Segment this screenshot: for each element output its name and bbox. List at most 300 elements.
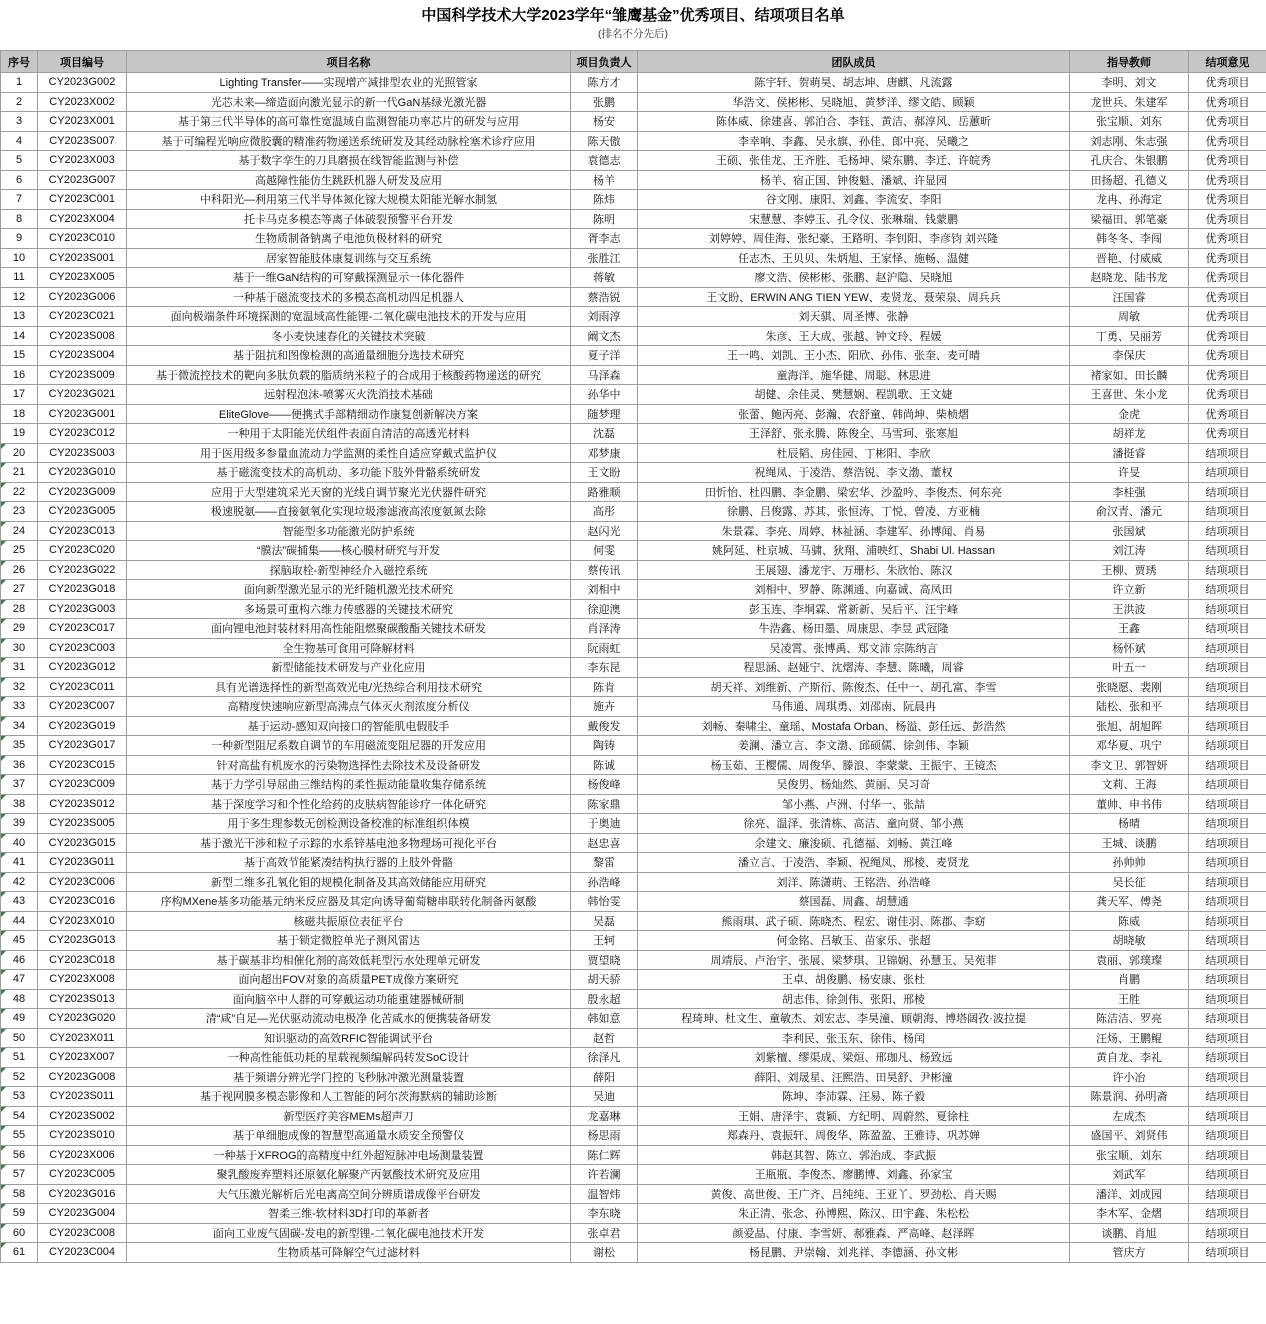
cell-index: 6: [1, 170, 38, 190]
cell-status: 结项项目: [1189, 1145, 1266, 1165]
cell-members: 胡健、余佳灵、樊慧娴、程凯歌、王文婕: [638, 385, 1070, 405]
cell-project-name: 应用于大型建筑采光天窗的光线自调节聚光光伏器件研究: [127, 482, 571, 502]
cell-leader: 路雅顺: [571, 482, 638, 502]
cell-advisors: 王柳、贾琇: [1070, 560, 1189, 580]
cell-project-id: CY2023C004: [38, 1243, 127, 1263]
cell-project-id: CY2023G015: [38, 833, 127, 853]
cell-advisors: 许立新: [1070, 580, 1189, 600]
cell-leader: 黎雷: [571, 853, 638, 873]
cell-advisors: 陈景润、孙明斋: [1070, 1087, 1189, 1107]
cell-status: 结项项目: [1189, 716, 1266, 736]
cell-members: 陈体威、徐建喜、郭泊合、李钰、黄洁、郝淳风、岳蕙昕: [638, 112, 1070, 132]
column-header-project-id: 项目编号: [38, 51, 127, 73]
cell-status: 结项项目: [1189, 619, 1266, 639]
cell-status: 结项项目: [1189, 1106, 1266, 1126]
cell-index: 29: [1, 619, 38, 639]
cell-project-name: 基于运动-感知双向接口的智能肌电假肢手: [127, 716, 571, 736]
cell-status: 结项项目: [1189, 677, 1266, 697]
cell-project-id: CY2023G004: [38, 1204, 127, 1224]
cell-advisors: 龚天军、傅尧: [1070, 892, 1189, 912]
cell-leader: 龙嘉琳: [571, 1106, 638, 1126]
cell-project-id: CY2023G019: [38, 716, 127, 736]
cell-project-name: 居家智能肢体康复训练与交互系统: [127, 248, 571, 268]
table-row: [1, 872, 1266, 892]
cell-project-name: 基于单细胞成像的智慧型高通量水质安全预警仪: [127, 1126, 571, 1146]
cell-leader: 戴俊发: [571, 716, 638, 736]
cell-advisors: 刘武军: [1070, 1165, 1189, 1185]
cell-status: 结项项目: [1189, 658, 1266, 678]
cell-index: 56: [1, 1145, 38, 1165]
cell-project-name: 基于一维GaN结构的可穿戴探测显示一体化器件: [127, 268, 571, 288]
cell-members: 杨昆鹏、尹崇翰、刘兆祥、李德涵、孙文彬: [638, 1243, 1070, 1263]
table-row: [1, 307, 1266, 327]
cell-leader: 陶铸: [571, 736, 638, 756]
cell-project-id: CY2023G011: [38, 853, 127, 873]
cell-leader: 许若澜: [571, 1165, 638, 1185]
cell-members: 程琦珅、杜文生、童敏杰、刘宏志、李昊潼、顾朝海、博塔阔孜·波拉提: [638, 1009, 1070, 1029]
cell-project-name: 智柔三维-软材料3D打印的革新者: [127, 1204, 571, 1224]
cell-advisors: 张旭、胡旭晖: [1070, 716, 1189, 736]
cell-index: 46: [1, 950, 38, 970]
cell-status: 优秀项目: [1189, 170, 1266, 190]
cell-index: 17: [1, 385, 38, 405]
table-row: [1, 131, 1266, 151]
cell-project-id: CY2023S008: [38, 326, 127, 346]
cell-status: 结项项目: [1189, 814, 1266, 834]
cell-project-id: CY2023C012: [38, 424, 127, 444]
cell-index: 12: [1, 287, 38, 307]
cell-project-name: 生物质制备钠离子电池负极材料的研究: [127, 229, 571, 249]
cell-advisors: 李桂强: [1070, 482, 1189, 502]
cell-status: 优秀项目: [1189, 326, 1266, 346]
cell-project-name: 基于力学引导屈曲三维结构的柔性振动能量收集存储系统: [127, 775, 571, 795]
cell-leader: 袁德志: [571, 151, 638, 171]
cell-project-name: 基于可编程光响应微胶囊的精准药物递送系统研发及其经动脉栓塞术诊疗应用: [127, 131, 571, 151]
table-row: [1, 931, 1266, 951]
cell-project-id: CY2023C020: [38, 541, 127, 561]
cell-index: 19: [1, 424, 38, 444]
cell-leader: 杨思雨: [571, 1126, 638, 1146]
cell-project-name: 智能型多功能激光防护系统: [127, 521, 571, 541]
cell-status: 结项项目: [1189, 794, 1266, 814]
cell-project-name: 面向极端条件环境探测的宽温域高性能锂-二氧化碳电池技术的开发与应用: [127, 307, 571, 327]
cell-project-id: CY2023G016: [38, 1184, 127, 1204]
cell-flag-triangle-icon: [1, 814, 6, 819]
cell-project-name: 基于激光干涉和粒子示踪的水系锌基电池多物理场可视化平台: [127, 833, 571, 853]
cell-advisors: 黄自龙、李礼: [1070, 1048, 1189, 1068]
cell-advisors: 陈威: [1070, 911, 1189, 931]
cell-leader: 张卓君: [571, 1223, 638, 1243]
cell-index: 3: [1, 112, 38, 132]
cell-project-id: CY2023S007: [38, 131, 127, 151]
table-row: [1, 170, 1266, 190]
document-header: [0, 0, 1266, 50]
cell-project-id: CY2023X006: [38, 1145, 127, 1165]
cell-index: 36: [1, 755, 38, 775]
cell-advisors: 左成杰: [1070, 1106, 1189, 1126]
cell-members: 潘立言、于凌浩、李颖、祝绳凤、邢棱、麦贤龙: [638, 853, 1070, 873]
cell-status: 优秀项目: [1189, 151, 1266, 171]
cell-flag-triangle-icon: [1, 1185, 6, 1190]
cell-leader: 陈明: [571, 209, 638, 229]
cell-project-id: CY2023C015: [38, 755, 127, 775]
cell-members: 陈坤、李沛霖、汪易、陈子毅: [638, 1087, 1070, 1107]
cell-leader: 陈肯: [571, 677, 638, 697]
cell-project-name: 用于医用级多参量血流动力学监测的柔性自适应穿戴式监护仪: [127, 443, 571, 463]
cell-project-name: 基于高效节能紧凑结构执行器的上肢外骨骼: [127, 853, 571, 873]
cell-flag-triangle-icon: [1, 522, 6, 527]
table-row: [1, 814, 1266, 834]
cell-members: 徐亮、温泽、张清栋、高洁、童向贤、邹小燕: [638, 814, 1070, 834]
cell-status: 结项项目: [1189, 1087, 1266, 1107]
cell-project-name: 多场景可重构六维力传感器的关键技术研究: [127, 599, 571, 619]
cell-members: 华浩文、侯彬彬、吴晓旭、黄梦洋、缪文皓、顾颖: [638, 92, 1070, 112]
cell-status: 优秀项目: [1189, 190, 1266, 210]
table-row: [1, 911, 1266, 931]
table-row: [1, 385, 1266, 405]
cell-project-name: 新型医疗美容MEMs超声刀: [127, 1106, 571, 1126]
cell-index: 60: [1, 1223, 38, 1243]
cell-index: 5: [1, 151, 38, 171]
table-row: [1, 1067, 1266, 1087]
cell-leader: 温智炜: [571, 1184, 638, 1204]
cell-leader: 蒋敏: [571, 268, 638, 288]
cell-flag-triangle-icon: [1, 502, 6, 507]
cell-project-id: CY2023S002: [38, 1106, 127, 1126]
cell-advisors: 管庆方: [1070, 1243, 1189, 1263]
table-row: [1, 482, 1266, 502]
table-row: [1, 1048, 1266, 1068]
cell-project-name: 面向超出FOV对象的高质量PET成像方案研究: [127, 970, 571, 990]
table-row: [1, 794, 1266, 814]
cell-advisors: 李保庆: [1070, 346, 1189, 366]
cell-advisors: 王喜世、朱小龙: [1070, 385, 1189, 405]
cell-index: 59: [1, 1204, 38, 1224]
table-row: [1, 619, 1266, 639]
cell-advisors: 田扬超、孔德义: [1070, 170, 1189, 190]
table-row: [1, 1204, 1266, 1224]
cell-flag-triangle-icon: [1, 795, 6, 800]
cell-members: 韩赵其智、陈立、郭治成、李武振: [638, 1145, 1070, 1165]
cell-members: 蔡国磊、周鑫、胡慧通: [638, 892, 1070, 912]
cell-project-id: CY2023S001: [38, 248, 127, 268]
table-row: [1, 73, 1266, 93]
cell-leader: 赵忠喜: [571, 833, 638, 853]
cell-project-id: CY2023G007: [38, 170, 127, 190]
cell-flag-triangle-icon: [1, 951, 6, 956]
cell-project-id: CY2023C008: [38, 1223, 127, 1243]
cell-flag-triangle-icon: [1, 639, 6, 644]
cell-status: 结项项目: [1189, 599, 1266, 619]
cell-project-id: CY2023G018: [38, 580, 127, 600]
cell-project-name: 生物质基可降解空气过滤材料: [127, 1243, 571, 1263]
cell-project-name: 基于微流控技术的靶向多肽负载的脂质纳米粒子的合成用于核酸药物递送的研究: [127, 365, 571, 385]
cell-leader: 施卉: [571, 697, 638, 717]
cell-flag-triangle-icon: [1, 1087, 6, 1092]
cell-flag-triangle-icon: [1, 1107, 6, 1112]
cell-advisors: 陈洁洁、罗亮: [1070, 1009, 1189, 1029]
cell-project-name: 一种用于太阳能光伏组件表面自清洁的高透光材料: [127, 424, 571, 444]
cell-project-name: 一种新型阻尼系数自调节的车用磁流变阻尼器的开发应用: [127, 736, 571, 756]
column-header-status: 结项意见: [1189, 51, 1266, 73]
table-row: [1, 716, 1266, 736]
table-row: [1, 541, 1266, 561]
cell-members: 颜爱晶、付康、李雪妍、郝雅森、严高峰、赵泽晖: [638, 1223, 1070, 1243]
cell-project-name: 一种基于XFROG的高精度中红外超短脉冲电场测量装置: [127, 1145, 571, 1165]
cell-members: 王娟、唐泽宇、袁颖、方纪明、周蔚然、夏徐柱: [638, 1106, 1070, 1126]
cell-index: 53: [1, 1087, 38, 1107]
cell-flag-triangle-icon: [1, 931, 6, 936]
cell-status: 优秀项目: [1189, 131, 1266, 151]
cell-leader: 刘雨淳: [571, 307, 638, 327]
cell-members: 杨玉茹、王樱儒、周俊华、滕浪、李蒙蒙、王振宇、王镜杰: [638, 755, 1070, 775]
cell-members: 刘天骐、周圣博、张静: [638, 307, 1070, 327]
table-row: [1, 190, 1266, 210]
table-row: [1, 443, 1266, 463]
cell-project-id: CY2023S003: [38, 443, 127, 463]
cell-index: 28: [1, 599, 38, 619]
cell-flag-triangle-icon: [1, 561, 6, 566]
table-row: [1, 1223, 1266, 1243]
cell-members: 吴凌霄、张博禹、郑文沛 宗陈纳言: [638, 638, 1070, 658]
table-row: [1, 833, 1266, 853]
cell-leader: 杨羊: [571, 170, 638, 190]
cell-leader: 陈方才: [571, 73, 638, 93]
cell-project-name: 序构MXene基多功能基元纳米反应器及其定向诱导葡萄糖串联转化制备丙氨酸: [127, 892, 571, 912]
column-header-leader: 项目负责人: [571, 51, 638, 73]
table-header-row: [1, 51, 1266, 73]
cell-index: 10: [1, 248, 38, 268]
cell-leader: 肖泽涛: [571, 619, 638, 639]
cell-index: 13: [1, 307, 38, 327]
cell-members: 朱正清、张念、孙博熙、陈汉、田宇鑫、朱松松: [638, 1204, 1070, 1224]
cell-index: 41: [1, 853, 38, 873]
table-row: [1, 677, 1266, 697]
cell-status: 优秀项目: [1189, 229, 1266, 249]
cell-project-name: 基于深度学习和个性化给药的皮肤病智能诊疗一体化研究: [127, 794, 571, 814]
cell-status: 结项项目: [1189, 502, 1266, 522]
cell-members: 马伟通、周琪勇、刘邵南、阮晨冉: [638, 697, 1070, 717]
cell-project-id: CY2023X003: [38, 151, 127, 171]
table-row: [1, 92, 1266, 112]
cell-members: 刘洋、陈潇萌、王铭浩、孙浩峰: [638, 872, 1070, 892]
cell-advisors: 吴长征: [1070, 872, 1189, 892]
cell-advisors: 刘江涛: [1070, 541, 1189, 561]
cell-leader: 沈磊: [571, 424, 638, 444]
cell-leader: 刘相中: [571, 580, 638, 600]
cell-project-id: CY2023G009: [38, 482, 127, 502]
cell-status: 结项项目: [1189, 911, 1266, 931]
cell-project-id: CY2023S011: [38, 1087, 127, 1107]
cell-status: 优秀项目: [1189, 112, 1266, 132]
cell-advisors: 叶五一: [1070, 658, 1189, 678]
cell-leader: 杨安: [571, 112, 638, 132]
cell-project-name: 一种基于磁流变技术的多模态高机动四足机器人: [127, 287, 571, 307]
cell-advisors: 孙帅帅: [1070, 853, 1189, 873]
cell-status: 结项项目: [1189, 1204, 1266, 1224]
cell-members: 祝绳凤、于凌浩、蔡浩锐、李文渤、董权: [638, 463, 1070, 483]
cell-flag-triangle-icon: [1, 834, 6, 839]
cell-project-id: CY2023C006: [38, 872, 127, 892]
cell-advisors: 袁丽、郭璞璨: [1070, 950, 1189, 970]
cell-index: 30: [1, 638, 38, 658]
cell-flag-triangle-icon: [1, 600, 6, 605]
cell-project-name: 知识驱动的高效RFIC智能调试平台: [127, 1028, 571, 1048]
table-row: [1, 892, 1266, 912]
cell-status: 优秀项目: [1189, 365, 1266, 385]
cell-project-id: CY2023G005: [38, 502, 127, 522]
cell-members: 周靖辰、卢治宇、张展、梁梦琪、卫锦娴、孙慧玉、吴苑菲: [638, 950, 1070, 970]
cell-members: 刘畅、秦啸尘、童瑶、Mostafa Orban、杨溢、彭任远、彭浩然: [638, 716, 1070, 736]
table-row: [1, 346, 1266, 366]
page-title: 中国科学技术大学2023学年“雏鹰基金”优秀项目、结项项目名单: [421, 7, 845, 24]
cell-leader: 吴磊: [571, 911, 638, 931]
cell-index: 45: [1, 931, 38, 951]
cell-index: 22: [1, 482, 38, 502]
table-row: [1, 658, 1266, 678]
cell-advisors: 孔庆合、朱银鹏: [1070, 151, 1189, 171]
cell-flag-triangle-icon: [1, 970, 6, 975]
table-row: [1, 1165, 1266, 1185]
cell-members: 杨羊、宿正国、钟俊魁、潘斌、许显园: [638, 170, 1070, 190]
cell-index: 37: [1, 775, 38, 795]
cell-index: 31: [1, 658, 38, 678]
cell-leader: 胥李志: [571, 229, 638, 249]
cell-status: 优秀项目: [1189, 248, 1266, 268]
cell-flag-triangle-icon: [1, 1224, 6, 1229]
cell-project-id: CY2023X002: [38, 92, 127, 112]
cell-project-name: 新型二维多孔氧化钼的规模化制备及其高效储能应用研究: [127, 872, 571, 892]
cell-status: 结项项目: [1189, 1028, 1266, 1048]
cell-advisors: 杨晴: [1070, 814, 1189, 834]
cell-advisors: 王胜: [1070, 989, 1189, 1009]
table-row: [1, 1087, 1266, 1107]
cell-flag-triangle-icon: [1, 756, 6, 761]
cell-leader: 薛阳: [571, 1067, 638, 1087]
table-row: [1, 736, 1266, 756]
cell-project-id: CY2023G017: [38, 736, 127, 756]
cell-members: 徐鹏、吕俊露、苏其、张恒涛、丁悦、曾凌、方亚楠: [638, 502, 1070, 522]
cell-project-name: 冬小麦快速春化的关键技术突破: [127, 326, 571, 346]
cell-flag-triangle-icon: [1, 990, 6, 995]
cell-status: 结项项目: [1189, 1165, 1266, 1185]
cell-leader: 陈诚: [571, 755, 638, 775]
cell-project-id: CY2023C011: [38, 677, 127, 697]
cell-index: 61: [1, 1243, 38, 1263]
cell-flag-triangle-icon: [1, 1048, 6, 1053]
cell-leader: 李东晓: [571, 1204, 638, 1224]
cell-index: 58: [1, 1184, 38, 1204]
table-row: [1, 229, 1266, 249]
cell-index: 18: [1, 404, 38, 424]
cell-project-id: CY2023C003: [38, 638, 127, 658]
cell-leader: 张鹏: [571, 92, 638, 112]
cell-project-id: CY2023G001: [38, 404, 127, 424]
table-row: [1, 151, 1266, 171]
cell-flag-triangle-icon: [1, 873, 6, 878]
cell-status: 结项项目: [1189, 1184, 1266, 1204]
cell-advisors: 张国斌: [1070, 521, 1189, 541]
table-row: [1, 580, 1266, 600]
cell-advisors: 李明、刘文: [1070, 73, 1189, 93]
cell-status: 结项项目: [1189, 482, 1266, 502]
cell-members: 薛阳、刘晟星、汪熙浩、田昊舒、尹彬潼: [638, 1067, 1070, 1087]
cell-index: 11: [1, 268, 38, 288]
cell-members: 田忻怡、杜四鹏、李金鹏、梁宏华、沙盈吟、李俊杰、何东亮: [638, 482, 1070, 502]
cell-project-id: CY2023C007: [38, 697, 127, 717]
cell-leader: 随梦理: [571, 404, 638, 424]
cell-advisors: 王城、谈鹏: [1070, 833, 1189, 853]
table-row: [1, 638, 1266, 658]
cell-flag-triangle-icon: [1, 1165, 6, 1170]
cell-members: 邹小燕、卢洲、付华一、张喆: [638, 794, 1070, 814]
cell-project-id: CY2023C001: [38, 190, 127, 210]
cell-index: 8: [1, 209, 38, 229]
cell-index: 51: [1, 1048, 38, 1068]
cell-project-id: CY2023G022: [38, 560, 127, 580]
cell-project-name: 面向锂电池封装材料用高性能阻燃聚碳酸酯关键技术研发: [127, 619, 571, 639]
cell-project-name: 具有光谱选择性的新型高效光电/光热综合利用技术研究: [127, 677, 571, 697]
cell-advisors: 张宝顺、刘东: [1070, 1145, 1189, 1165]
cell-members: 姚阿延、杜京城、马骕、狄翔、浦映红、Shabi Ul. Hassan: [638, 541, 1070, 561]
cell-advisors: 王鑫: [1070, 619, 1189, 639]
column-header-members: 团队成员: [638, 51, 1070, 73]
cell-project-id: CY2023S009: [38, 365, 127, 385]
cell-status: 优秀项目: [1189, 346, 1266, 366]
cell-index: 52: [1, 1067, 38, 1087]
cell-project-name: 核磁共振原位表征平台: [127, 911, 571, 931]
cell-advisors: 谈鹏、肖旭: [1070, 1223, 1189, 1243]
cell-leader: 韩怡雯: [571, 892, 638, 912]
cell-project-id: CY2023X011: [38, 1028, 127, 1048]
cell-leader: 韩如意: [571, 1009, 638, 1029]
cell-project-id: CY2023S013: [38, 989, 127, 1009]
cell-index: 55: [1, 1126, 38, 1146]
cell-members: 王泽舒、张永腾、陈俊全、马雪珂、张寒旭: [638, 424, 1070, 444]
table-row: [1, 970, 1266, 990]
cell-leader: 陈天傲: [571, 131, 638, 151]
table-row: [1, 599, 1266, 619]
cell-leader: 马泽森: [571, 365, 638, 385]
cell-leader: 王轲: [571, 931, 638, 951]
cell-leader: 夏子洋: [571, 346, 638, 366]
cell-status: 优秀项目: [1189, 92, 1266, 112]
cell-project-id: CY2023C013: [38, 521, 127, 541]
table-row: [1, 112, 1266, 132]
cell-status: 结项项目: [1189, 1048, 1266, 1068]
cell-flag-triangle-icon: [1, 580, 6, 585]
cell-advisors: 许小冶: [1070, 1067, 1189, 1087]
cell-index: 33: [1, 697, 38, 717]
table-row: [1, 463, 1266, 483]
cell-project-name: 面向工业废气固碳-发电的新型锂-二氧化碳电池技术开发: [127, 1223, 571, 1243]
cell-members: 刘相中、罗静、陈渊通、向嘉诚、高凤田: [638, 580, 1070, 600]
cell-advisors: 胡晓敏: [1070, 931, 1189, 951]
table-row: [1, 1126, 1266, 1146]
cell-members: 刘紫檀、缪渠成、梁烜、邢珈凡、杨致远: [638, 1048, 1070, 1068]
cell-project-name: 用于多生理参数无创检测设备校准的标准组织体模: [127, 814, 571, 834]
cell-index: 16: [1, 365, 38, 385]
cell-status: 结项项目: [1189, 892, 1266, 912]
cell-index: 42: [1, 872, 38, 892]
cell-members: 吴俊男、杨灿然、黄丽、吴习奇: [638, 775, 1070, 795]
cell-members: 杜辰韬、房佳园、丁彬阳、李欣: [638, 443, 1070, 463]
cell-leader: 胡天骄: [571, 970, 638, 990]
cell-index: 34: [1, 716, 38, 736]
cell-leader: 陈家鼎: [571, 794, 638, 814]
cell-status: 结项项目: [1189, 638, 1266, 658]
cell-flag-triangle-icon: [1, 463, 6, 468]
